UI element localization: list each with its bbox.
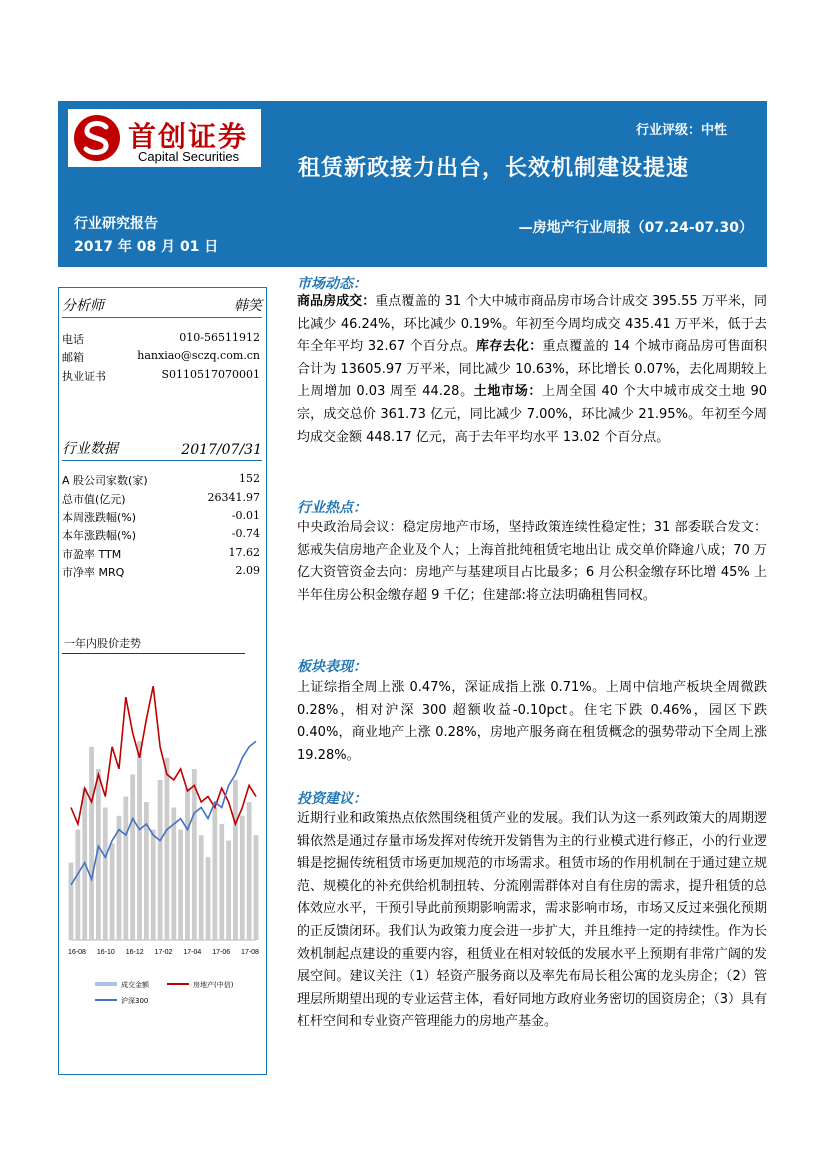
volume-bar bbox=[171, 808, 176, 940]
volume-bar bbox=[130, 774, 135, 940]
data-row: 市净率 MRQ 2.09 bbox=[62, 564, 260, 579]
advice-paragraph: 近期行业和政策热点依然围绕租赁产业的发展。我们认为这一系列政策大的周期逻辑依然是通过存量市场发挥对传统开发销售为主的行业模式进行修正，小的行业逻辑是挖掘传统租赁市场更加规范的市场需求。租赁市场的作用机制在于通过建立规范、规模化的补充供给机制扭转、分流刚需群体对自有住房的需求，提升租赁的总体效应水平，干预引导此前预期影响需求，需求影响市场，市场又反过来强化预期的正反馈闭环。我们认为政策力度会进一步扩大，并且维持一定的持续性。作为长效机制起点建设的重要内容，租赁业在相对较低的发展水平上预期有非常广阔的发展空间。建议关注（1）轻资产服务商以及率先布局长租公寓的龙头房企；（2）管理层所期望出现的专业运营主体，看好同地方政府业务密切的国资房企；（3）具有杠杆空间和专业资产管理能力的房地产基金。 bbox=[297, 811, 767, 1030]
legend-label: 沪深300 bbox=[121, 997, 149, 1005]
industry-data-heading bbox=[62, 439, 262, 461]
volume-bar bbox=[123, 796, 128, 940]
analyst-name: 韩笑 bbox=[234, 298, 262, 314]
logo-mark-icon bbox=[72, 113, 122, 163]
volume-bar bbox=[69, 863, 74, 940]
x-tick-label: 16-12 bbox=[125, 949, 144, 956]
sector-heading: 板块表现： bbox=[297, 659, 367, 675]
report-header bbox=[58, 101, 767, 267]
hotspot-heading: 行业热点： bbox=[297, 500, 367, 516]
volume-bar bbox=[158, 780, 163, 940]
volume-bar bbox=[233, 780, 238, 940]
x-tick-label: 17-02 bbox=[154, 949, 173, 956]
hotspot-paragraph: 中央政治局会议：稳定房地产市场，坚持政策连续性稳定性；31 部委联合发文：惩戒失信房地产企业及个人；上海首批纯租赁宅地出让 成交单价降逾八成；70 万亿大资管资金去向：房地产与基建项目占比最多；6 月公积金缴存环比增 45% 上半年住房公积金缴存超 9 千亿；住建部:将立法明确租售同权。 bbox=[297, 520, 767, 603]
market-lead-inventory: 库存去化： bbox=[476, 339, 543, 355]
data-row: 市盈率 TTM 17.62 bbox=[62, 546, 260, 561]
volume-bar bbox=[75, 830, 80, 940]
analyst-email: 邮箱 hanxiao@sczq.com.cn bbox=[62, 349, 260, 364]
x-tick-label: 16-08 bbox=[68, 949, 86, 956]
market-lead-land: 土地市场： bbox=[473, 384, 543, 400]
industry-data-label: 行业数据 bbox=[62, 441, 118, 457]
logo-text-cn: 首创证券 bbox=[128, 120, 249, 153]
chart-title: 一年内股价走势 bbox=[62, 638, 245, 654]
sidebar bbox=[58, 287, 267, 1075]
volume-bar bbox=[240, 816, 245, 940]
x-tick-label: 16-10 bbox=[96, 949, 115, 956]
report-date: 2017 年 08 月 01 日 bbox=[74, 239, 219, 255]
analyst-label: 分析师 bbox=[62, 298, 104, 314]
logo-text-en: Capital Securities bbox=[138, 149, 240, 164]
x-tick-label: 17-06 bbox=[212, 949, 231, 956]
volume-bar bbox=[89, 747, 94, 940]
legend-label: 成交金额 bbox=[121, 981, 149, 989]
volume-bar bbox=[110, 843, 115, 940]
x-tick-label: 17-08 bbox=[241, 949, 259, 956]
volume-bar bbox=[103, 808, 108, 940]
volume-bar bbox=[199, 835, 204, 940]
volume-bar bbox=[212, 808, 217, 940]
analyst-heading bbox=[62, 296, 262, 318]
analyst-phone: 电话 010-56511912 bbox=[62, 331, 260, 346]
sector-paragraph: 上证综指全周上涨 0.47%，深证成指上涨 0.71%。上周中信地产板块全周微跌 0.28%，相对沪深 300 超额收益-0.10pct。住宅下跌 0.46%，园区下跌 0.40%，商业地产上涨 0.28%，房地产服务商在租赁概念的强势带动下全周上涨 19.28%。 bbox=[297, 680, 767, 763]
data-row: 总市值(亿元) 26341.97 bbox=[62, 491, 260, 506]
report-title: 租赁新政接力出台，长效机制建设提速 bbox=[298, 156, 690, 181]
volume-bar bbox=[117, 816, 122, 940]
report-subtitle: —房地产行业周报（07.24-07.30） bbox=[518, 220, 753, 236]
volume-bar bbox=[151, 830, 156, 940]
volume-bar bbox=[192, 769, 197, 940]
industry-data-date: 2017/07/31 bbox=[181, 442, 262, 458]
market-heading: 市场动态： bbox=[297, 276, 367, 292]
industry-rating: 行业评级：中性 bbox=[635, 123, 727, 138]
volume-bar bbox=[165, 758, 170, 940]
legend-label: 房地产(中信) bbox=[193, 981, 234, 989]
x-tick-label: 17-04 bbox=[183, 949, 202, 956]
market-paragraph: 商品房成交：重点覆盖的 31 个大中城市商品房市场合计成交 395.55 万平米，同比减少 46.24%，环比减少 0.19%。年初至今周均成交 435.41 万平米，低于去年全年平均 32.67 个百分点。库存去化：重点覆盖的 14 个城市商品房可售面积合计为 13605.97 万平米，同比减少 10.63%，环比增长 0.07%，去化周期较上上周增加 0.03 周至 44.28。土地市场：上周全国 40 个大中城市成交土地 90 宗，成交总价 361.73 亿元，同比减少 7.00%，环比减少 21.95%。年初至今周均成交金额 448.17 亿元，高于去年平均水平 13.02 个百分点。 bbox=[297, 294, 767, 445]
analyst-license: 执业证书 S0110517070001 bbox=[62, 368, 260, 383]
data-row: 本年涨跌幅(%) -0.74 bbox=[62, 527, 260, 542]
volume-bar bbox=[206, 857, 211, 940]
volume-bar bbox=[144, 802, 149, 940]
volume-bar bbox=[226, 841, 231, 940]
stock-chart bbox=[59, 654, 266, 1024]
volume-bar bbox=[247, 802, 252, 940]
data-row: 本周涨跌幅(%) -0.01 bbox=[62, 509, 260, 524]
volume-bar bbox=[219, 824, 224, 940]
data-row: A 股公司家数(家) 152 bbox=[62, 472, 260, 487]
volume-bar bbox=[185, 788, 190, 940]
market-lead-sales: 商品房成交： bbox=[297, 294, 376, 309]
advice-heading: 投资建议： bbox=[297, 791, 367, 807]
volume-bar bbox=[254, 835, 259, 940]
volume-bar bbox=[178, 830, 183, 940]
volume-bar bbox=[137, 741, 142, 940]
company-logo bbox=[68, 109, 261, 167]
report-type: 行业研究报告 bbox=[74, 216, 158, 232]
